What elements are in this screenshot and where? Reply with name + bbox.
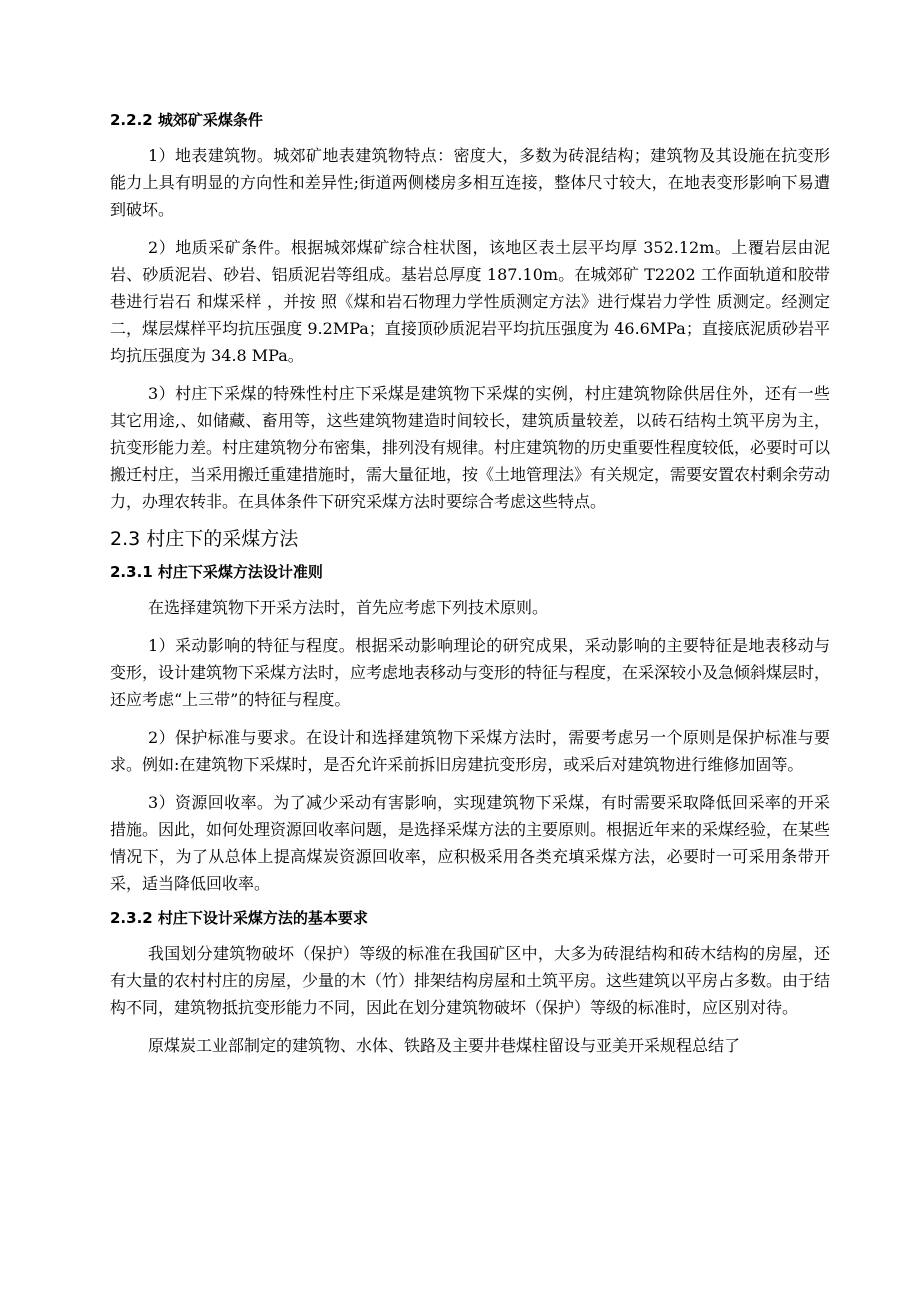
section-heading-2-2-2: 2.2.2 城郊矿采煤条件 — [110, 111, 263, 129]
document-page — [110, 110, 830, 1070]
paragraph: 原煤炭工业部制定的建筑物、水体、铁路及主要井巷煤柱留设与亚美开采规程总结了 — [148, 1036, 741, 1055]
section-heading-2-3-2: 2.3.2 村庄下设计采煤方法的基本要求 — [110, 909, 368, 927]
paragraph: 2）保护标准与要求。在设计和选择建筑物下采煤方法时，需要考虑另一个原则是保护标准与要求。例如:在建筑物下采煤时，是否允许采前拆旧房建抗变形房，或采后对建筑物进行维修加固等。 — [110, 728, 830, 774]
paragraph: 我国划分建筑物破坏（保护）等级的标准在我国矿区中，大多为砖混结构和砖木结构的房屋，还有大量的农村村庄的房屋，少量的木（竹）排架结构房屋和土筑平房。这些建筑以平房占多数。由于结构不同，建筑物抵抗变形能力不同，因此在划分建筑物破坏（保护）等级的标准时，应区别对待。 — [110, 944, 831, 1017]
paragraph: 在选择建筑物下开采方法时，首先应考虑下列技术原则。 — [148, 598, 549, 617]
paragraph: 1）地表建筑物。城郊矿地表建筑物特点：密度大，多数为砖混结构；建筑物及其设施在抗变形能力上具有明显的方向性和差异性;街道两侧楼房多相互连接，整体尺寸较大，在地表变形影响下易遭到破坏。 — [110, 146, 830, 219]
section-heading-2-3: 2.3 村庄下的采煤方法 — [110, 528, 299, 550]
paragraph: 1）采动影响的特征与程度。根据采动影响理论的研究成果，采动影响的主要特征是地表移动与变形，设计建筑物下采煤方法时，应考虑地表移动与变形的特征与程度，在采深较小及急倾斜煤层时，还应考虑“上三带”的特征与程度。 — [110, 636, 831, 709]
paragraph: 2）地质采矿条件。根据城郊煤矿综合柱状图，该地区表土层平均厚 352.12m。上覆岩层由泥岩、砂质泥岩、砂岩、铝质泥岩等组成。基岩总厚度 187.10m。在城郊矿 T2202 工作面轨道和胶带巷进行岩石 和煤采样 ，并按 照《煤和岩石物理力学性质测定方法》进行煤岩力学性 质测定。经测定二，煤层煤样平均抗压强度 9.2MPa；直接顶砂质泥岩平均抗压强度为 46.6MPa；直接底泥质砂岩平均抗压强度为 34.8 MPa。 — [110, 238, 830, 365]
paragraph: 3）资源回收率。为了减少采动有害影响，实现建筑物下采煤，有时需要采取降低回采率的开采措施。因此，如何处理资源回收率问题，是选择采煤方法的主要原则。根据近年来的采煤经验，在某些情况下，为了从总体上提高煤炭资源回收率，应积极采用各类充填采煤方法，必要时一可采用条带开采，适当降低回收率。 — [110, 793, 831, 893]
section-heading-2-3-1: 2.3.1 村庄下采煤方法设计准则 — [110, 563, 323, 581]
paragraph: 3）村庄下采煤的特殊性村庄下采煤是建筑物下采煤的实例，村庄建筑物除供居住外，还有一些其它用途,、如储藏、畜用等，这些建筑物建造时间较长，建筑质量较差，以砖石结构土筑平房为主，抗变形能力差。村庄建筑物分布密集，排列没有规律。村庄建筑物的历史重要性程度较低，必要时可以搬迁村庄，当采用搬迁重建措施时，需大量征地，按《土地管理法》有关规定，需要安置农村剩余劳动力，办理农转非。在具体条件下研究采煤方法时要综合考虑这些特点。 — [110, 384, 831, 511]
